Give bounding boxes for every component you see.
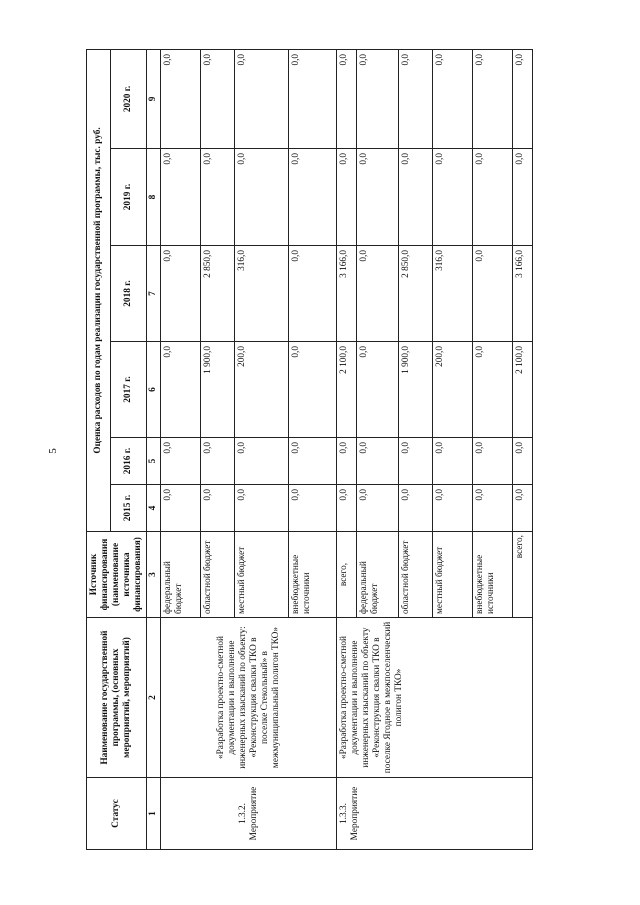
value-cell: 0,0 (399, 485, 433, 532)
value-cell: 0,0 (289, 438, 337, 485)
value-cell: 0,0 (289, 485, 337, 532)
value-cell: 0,0 (337, 485, 357, 532)
value-cell: 0,0 (513, 485, 533, 532)
value-cell: 2 850,0 (399, 246, 433, 342)
value-cell: 0,0 (289, 49, 337, 148)
value-cell: 0,0 (235, 49, 289, 148)
value-cell: 0,0 (235, 149, 289, 246)
rotated-table-sheet (86, 50, 564, 850)
name-cell: «Разработка проектно-сметной документации и выполнение инженерных изысканий по объекту: «Реконструкция свалки ТКО в поселке Стекольный» в межмуниципальный полигон ТКО» (161, 618, 337, 778)
value-cell: 0,0 (289, 246, 337, 342)
header-year: 2017 г. (111, 342, 147, 438)
value-cell: 2 100,0 (337, 342, 357, 438)
value-cell: 0,0 (399, 149, 433, 246)
value-cell: 0,0 (337, 149, 357, 246)
value-cell: 0,0 (201, 485, 235, 532)
header-source: Источник финансирования (наименование источника финансирования) (87, 532, 147, 618)
column-number: 3 (147, 532, 161, 618)
source-cell: федеральный бюджет (161, 532, 201, 618)
value-cell: 0,0 (513, 149, 533, 246)
value-cell: 0,0 (161, 149, 201, 246)
value-cell: 0,0 (433, 49, 473, 148)
value-cell: 3 166,0 (513, 246, 533, 342)
value-cell: 0,0 (357, 438, 399, 485)
value-cell: 0,0 (289, 149, 337, 246)
value-cell: 0,0 (201, 438, 235, 485)
value-cell: 1 900,0 (201, 342, 235, 438)
value-cell: 0,0 (357, 485, 399, 532)
source-cell: внебюджетные источники (289, 532, 337, 618)
value-cell: 0,0 (433, 149, 473, 246)
value-cell: 0,0 (473, 342, 513, 438)
source-cell: областной бюджет (399, 532, 433, 618)
value-cell: 200,0 (235, 342, 289, 438)
value-cell: 0,0 (235, 485, 289, 532)
column-number: 1 (147, 778, 161, 850)
column-number: 7 (147, 246, 161, 342)
value-cell: 316,0 (235, 246, 289, 342)
value-cell: 0,0 (161, 342, 201, 438)
source-cell: всего, (337, 532, 357, 618)
source-cell: местный бюджет (235, 532, 289, 618)
value-cell: 0,0 (357, 342, 399, 438)
value-cell: 0,0 (201, 49, 235, 148)
header-year: 2018 г. (111, 246, 147, 342)
value-cell: 0,0 (357, 246, 399, 342)
value-cell: 0,0 (473, 438, 513, 485)
column-number: 9 (147, 49, 161, 148)
value-cell: 0,0 (161, 49, 201, 148)
column-number: 4 (147, 485, 161, 532)
column-numbers-row (147, 49, 161, 849)
header-year: 2016 г. (111, 438, 147, 485)
value-cell: 316,0 (433, 246, 473, 342)
value-cell: 0,0 (201, 149, 235, 246)
source-cell: всего, (513, 532, 533, 618)
value-cell: 0,0 (473, 49, 513, 148)
column-number: 8 (147, 149, 161, 246)
value-cell: 0,0 (433, 485, 473, 532)
column-number: 2 (147, 618, 161, 778)
column-number: 5 (147, 438, 161, 485)
header-status: Статус (87, 778, 147, 850)
value-cell: 0,0 (161, 438, 201, 485)
value-cell: 0,0 (289, 342, 337, 438)
value-cell: 3 166,0 (337, 246, 357, 342)
header-year: 2019 г. (111, 149, 147, 246)
value-cell: 0,0 (433, 438, 473, 485)
value-cell: 0,0 (357, 149, 399, 246)
value-cell: 0,0 (513, 438, 533, 485)
name-cell: «Разработка проектно-сметной документации и выполнение инженерных изысканий по объекту «Реконструкция свалки ТКО в поселке Ягодное в межпоселенческий полигон ТКО» (337, 618, 533, 778)
source-cell: областной бюджет (201, 532, 235, 618)
value-cell: 0,0 (161, 246, 201, 342)
value-cell: 0,0 (337, 49, 357, 148)
column-number: 6 (147, 342, 161, 438)
status-cell: 1.3.2. Мероприятие (161, 778, 337, 850)
header-year: 2020 г. (111, 49, 147, 148)
value-cell: 0,0 (473, 485, 513, 532)
source-cell: федеральный бюджет (357, 532, 399, 618)
value-cell: 0,0 (357, 49, 399, 148)
header-name: Наименование государственной программы, (основных мероприятий, мероприятий) (87, 618, 147, 778)
value-cell: 0,0 (161, 485, 201, 532)
value-cell: 0,0 (337, 438, 357, 485)
header-estimate: Оценка расходов по годам реализации государственной программы, тыс. руб. (87, 49, 111, 531)
table-row (337, 49, 357, 849)
header-year: 2015 г. (111, 485, 147, 532)
value-cell: 2 100,0 (513, 342, 533, 438)
value-cell: 2 850,0 (201, 246, 235, 342)
value-cell: 0,0 (513, 49, 533, 148)
value-cell: 0,0 (399, 49, 433, 148)
value-cell: 0,0 (473, 246, 513, 342)
budget-table (86, 49, 533, 850)
status-cell: 1.3.3. Мероприятие (337, 778, 533, 850)
value-cell: 0,0 (473, 149, 513, 246)
source-cell: местный бюджет (433, 532, 473, 618)
table-row (161, 49, 201, 849)
value-cell: 200,0 (433, 342, 473, 438)
value-cell: 0,0 (235, 438, 289, 485)
value-cell: 0,0 (399, 438, 433, 485)
source-cell: внебюджетные источники (473, 532, 513, 618)
page-number: 5 (46, 448, 59, 454)
value-cell: 1 900,0 (399, 342, 433, 438)
